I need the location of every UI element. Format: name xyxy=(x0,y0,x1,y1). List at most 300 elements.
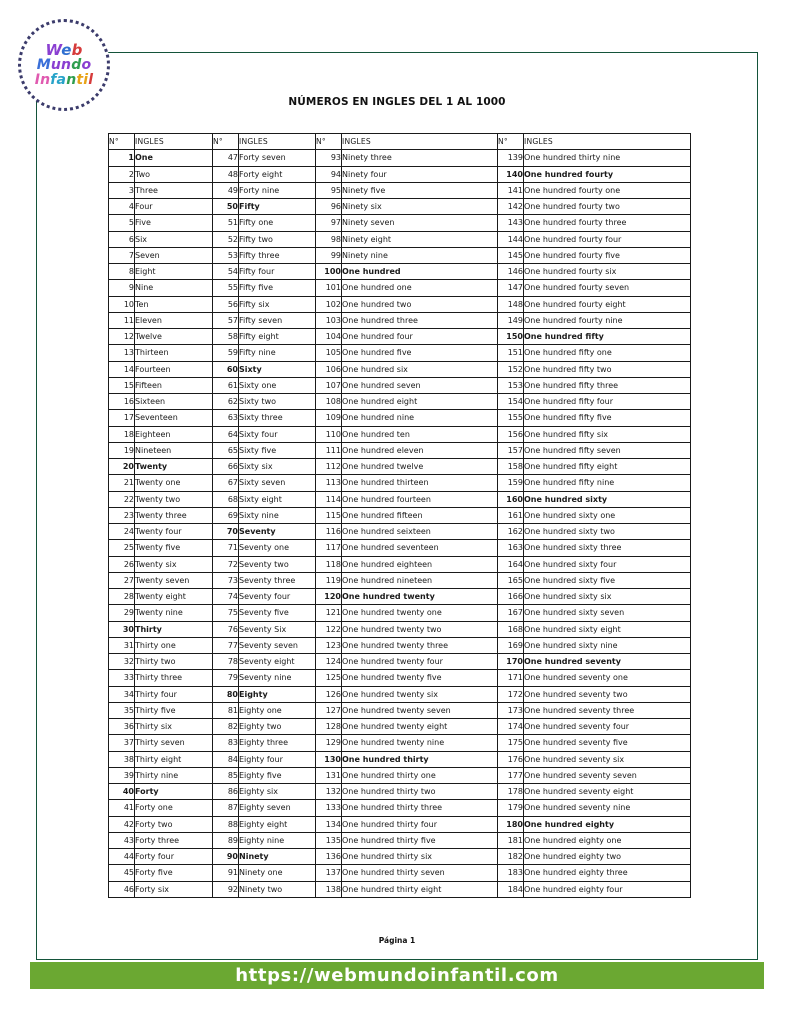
cell-number: 71 xyxy=(213,540,239,556)
cell-english-word: One hundred seventy four xyxy=(524,719,691,735)
cell-english-word: One hundred eighty one xyxy=(524,832,691,848)
cell-english-word: Seventeen xyxy=(135,410,213,426)
cell-english-word: One hundred fifty three xyxy=(524,377,691,393)
cell-english-word: Thirty six xyxy=(135,719,213,735)
cell-number: 175 xyxy=(498,735,524,751)
cell-english-word: Twelve xyxy=(135,329,213,345)
cell-number: 141 xyxy=(498,182,524,198)
cell-number: 59 xyxy=(213,345,239,361)
cell-english-word: Eighty seven xyxy=(239,800,316,816)
column-header-num-2: N° xyxy=(213,134,239,150)
cell-english-word: One hundred twenty three xyxy=(342,637,498,653)
cell-english-word: Eighteen xyxy=(135,426,213,442)
cell-number: 12 xyxy=(109,329,135,345)
cell-number: 152 xyxy=(498,361,524,377)
cell-number: 11 xyxy=(109,312,135,328)
cell-english-word: One hundred seventy seven xyxy=(524,767,691,783)
cell-english-word: Eighty five xyxy=(239,767,316,783)
cell-number: 52 xyxy=(213,231,239,247)
cell-english-word: Four xyxy=(135,199,213,215)
cell-english-word: One hundred thirty nine xyxy=(524,150,691,166)
cell-english-word: Eighty xyxy=(239,686,316,702)
table-row xyxy=(109,150,691,166)
cell-number: 63 xyxy=(213,410,239,426)
cell-english-word: Ninety nine xyxy=(342,247,498,263)
cell-number: 165 xyxy=(498,572,524,588)
cell-english-word: Fifty three xyxy=(239,247,316,263)
table-row xyxy=(109,849,691,865)
cell-english-word: One hundred twenty one xyxy=(342,605,498,621)
cell-number: 164 xyxy=(498,556,524,572)
cell-number: 5 xyxy=(109,215,135,231)
cell-english-word: Sixty four xyxy=(239,426,316,442)
cell-english-word: Thirty four xyxy=(135,686,213,702)
cell-english-word: One hundred fifty xyxy=(524,329,691,345)
table-row xyxy=(109,377,691,393)
cell-number: 60 xyxy=(213,361,239,377)
cell-english-word: One hundred fourty one xyxy=(524,182,691,198)
cell-english-word: One hundred sixty five xyxy=(524,572,691,588)
cell-english-word: Fifty five xyxy=(239,280,316,296)
cell-number: 45 xyxy=(109,865,135,881)
cell-english-word: One hundred seventy eight xyxy=(524,784,691,800)
cell-english-word: Fifty one xyxy=(239,215,316,231)
cell-number: 9 xyxy=(109,280,135,296)
cell-english-word: One hundred twenty six xyxy=(342,686,498,702)
cell-english-word: Ninety five xyxy=(342,182,498,198)
cell-english-word: Forty five xyxy=(135,865,213,881)
cell-english-word: One hundred eleven xyxy=(342,442,498,458)
cell-number: 58 xyxy=(213,329,239,345)
cell-number: 75 xyxy=(213,605,239,621)
cell-english-word: Nineteen xyxy=(135,442,213,458)
website-url-bar xyxy=(30,962,764,989)
table-row xyxy=(109,329,691,345)
cell-number: 89 xyxy=(213,832,239,848)
cell-number: 180 xyxy=(498,816,524,832)
cell-number: 30 xyxy=(109,621,135,637)
cell-number: 157 xyxy=(498,442,524,458)
cell-number: 96 xyxy=(316,199,342,215)
cell-number: 4 xyxy=(109,199,135,215)
cell-english-word: One hundred twenty five xyxy=(342,670,498,686)
cell-english-word: One hundred seventy nine xyxy=(524,800,691,816)
column-header-ingles-4: INGLES xyxy=(524,134,691,150)
logo-char: M xyxy=(36,57,51,74)
cell-english-word: Seventy three xyxy=(239,572,316,588)
cell-english-word: One hundred fourty six xyxy=(524,264,691,280)
cell-english-word: One hundred one xyxy=(342,280,498,296)
table-row xyxy=(109,881,691,897)
table-row xyxy=(109,800,691,816)
table-row xyxy=(109,361,691,377)
column-header-num-3: N° xyxy=(316,134,342,150)
cell-number: 66 xyxy=(213,459,239,475)
cell-number: 143 xyxy=(498,215,524,231)
cell-number: 25 xyxy=(109,540,135,556)
table-row xyxy=(109,231,691,247)
cell-english-word: Twenty two xyxy=(135,491,213,507)
cell-english-word: One hundred sixty three xyxy=(524,540,691,556)
cell-english-word: Eleven xyxy=(135,312,213,328)
cell-number: 146 xyxy=(498,264,524,280)
cell-english-word: One hundred fourty xyxy=(524,166,691,182)
cell-number: 26 xyxy=(109,556,135,572)
table-row xyxy=(109,751,691,767)
cell-number: 92 xyxy=(213,881,239,897)
cell-number: 101 xyxy=(316,280,342,296)
column-header-ingles-2: INGLES xyxy=(239,134,316,150)
table-row xyxy=(109,410,691,426)
cell-number: 20 xyxy=(109,459,135,475)
cell-english-word: One hundred five xyxy=(342,345,498,361)
cell-number: 86 xyxy=(213,784,239,800)
cell-number: 111 xyxy=(316,442,342,458)
cell-english-word: Sixteen xyxy=(135,394,213,410)
logo-char: d xyxy=(71,57,82,74)
cell-english-word: One hundred seventy five xyxy=(524,735,691,751)
cell-english-word: Eighty nine xyxy=(239,832,316,848)
cell-english-word: Forty two xyxy=(135,816,213,832)
cell-english-word: One hundred thirty three xyxy=(342,800,498,816)
cell-number: 118 xyxy=(316,556,342,572)
table-row xyxy=(109,816,691,832)
cell-number: 93 xyxy=(316,150,342,166)
cell-english-word: One hundred seven xyxy=(342,377,498,393)
web-mundo-infantil-logo xyxy=(18,19,110,111)
cell-english-word: One hundred three xyxy=(342,312,498,328)
cell-number: 19 xyxy=(109,442,135,458)
cell-number: 132 xyxy=(316,784,342,800)
table-row xyxy=(109,166,691,182)
cell-english-word: One hundred thirty six xyxy=(342,849,498,865)
cell-number: 108 xyxy=(316,394,342,410)
cell-number: 80 xyxy=(213,686,239,702)
column-header-num-4: N° xyxy=(498,134,524,150)
cell-english-word: Thirty five xyxy=(135,702,213,718)
cell-number: 182 xyxy=(498,849,524,865)
cell-number: 144 xyxy=(498,231,524,247)
table-row xyxy=(109,719,691,735)
cell-number: 154 xyxy=(498,394,524,410)
cell-english-word: Thirty three xyxy=(135,670,213,686)
cell-english-word: One hundred twenty two xyxy=(342,621,498,637)
cell-number: 122 xyxy=(316,621,342,637)
cell-english-word: One hundred ten xyxy=(342,426,498,442)
cell-number: 178 xyxy=(498,784,524,800)
cell-number: 14 xyxy=(109,361,135,377)
cell-english-word: One hundred twenty eight xyxy=(342,719,498,735)
cell-english-word: Ten xyxy=(135,296,213,312)
table-row xyxy=(109,686,691,702)
cell-number: 38 xyxy=(109,751,135,767)
cell-number: 83 xyxy=(213,735,239,751)
cell-number: 156 xyxy=(498,426,524,442)
cell-number: 145 xyxy=(498,247,524,263)
cell-number: 183 xyxy=(498,865,524,881)
cell-number: 39 xyxy=(109,767,135,783)
cell-number: 162 xyxy=(498,524,524,540)
table-row xyxy=(109,199,691,215)
logo-line-web xyxy=(45,40,83,59)
cell-number: 42 xyxy=(109,816,135,832)
cell-number: 36 xyxy=(109,719,135,735)
logo-char: ti xyxy=(76,71,89,88)
table-row xyxy=(109,247,691,263)
cell-english-word: Sixty two xyxy=(239,394,316,410)
page-title: NÚMEROS EN INGLES DEL 1 AL 1000 xyxy=(288,96,506,108)
table-row xyxy=(109,507,691,523)
cell-english-word: Eighty eight xyxy=(239,816,316,832)
table-header-row xyxy=(109,134,691,150)
table-row xyxy=(109,491,691,507)
logo-char: n xyxy=(66,71,77,88)
cell-english-word: Twenty four xyxy=(135,524,213,540)
logo-char: un xyxy=(50,57,72,74)
cell-number: 68 xyxy=(213,491,239,507)
table-row xyxy=(109,215,691,231)
cell-number: 172 xyxy=(498,686,524,702)
cell-english-word: Forty three xyxy=(135,832,213,848)
page-number-label: Página 1 xyxy=(378,936,416,945)
cell-english-word: One hundred eight xyxy=(342,394,498,410)
cell-english-word: Twenty xyxy=(135,459,213,475)
cell-english-word: Twenty eight xyxy=(135,589,213,605)
cell-english-word: One hundred thirty xyxy=(342,751,498,767)
cell-number: 142 xyxy=(498,199,524,215)
cell-number: 40 xyxy=(109,784,135,800)
cell-number: 24 xyxy=(109,524,135,540)
cell-english-word: One hundred fourty nine xyxy=(524,312,691,328)
cell-english-word: Eighty six xyxy=(239,784,316,800)
cell-english-word: Thirty eight xyxy=(135,751,213,767)
cell-english-word: One hundred seventy one xyxy=(524,670,691,686)
cell-number: 88 xyxy=(213,816,239,832)
cell-english-word: Fifty nine xyxy=(239,345,316,361)
cell-english-word: One hundred seventy three xyxy=(524,702,691,718)
cell-number: 6 xyxy=(109,231,135,247)
cell-number: 161 xyxy=(498,507,524,523)
cell-number: 151 xyxy=(498,345,524,361)
cell-english-word: Ninety seven xyxy=(342,215,498,231)
table-head xyxy=(109,134,691,150)
cell-english-word: Forty one xyxy=(135,800,213,816)
logo-line-mundo xyxy=(37,58,92,73)
cell-english-word: Ninety two xyxy=(239,881,316,897)
cell-number: 135 xyxy=(316,832,342,848)
table-row xyxy=(109,394,691,410)
cell-number: 105 xyxy=(316,345,342,361)
cell-english-word: Thirty nine xyxy=(135,767,213,783)
cell-english-word: Fifteen xyxy=(135,377,213,393)
cell-number: 176 xyxy=(498,751,524,767)
cell-number: 163 xyxy=(498,540,524,556)
cell-number: 139 xyxy=(498,150,524,166)
cell-number: 67 xyxy=(213,475,239,491)
table-row xyxy=(109,312,691,328)
cell-english-word: Seventy Six xyxy=(239,621,316,637)
cell-english-word: One hundred twenty seven xyxy=(342,702,498,718)
cell-english-word: One hundred fifty seven xyxy=(524,442,691,458)
cell-english-word: One hundred sixty xyxy=(524,491,691,507)
cell-number: 131 xyxy=(316,767,342,783)
cell-number: 56 xyxy=(213,296,239,312)
cell-english-word: Twenty five xyxy=(135,540,213,556)
cell-english-word: Three xyxy=(135,182,213,198)
table-row xyxy=(109,637,691,653)
table-row xyxy=(109,784,691,800)
cell-english-word: Six xyxy=(135,231,213,247)
table-row xyxy=(109,524,691,540)
cell-english-word: One hundred fourty two xyxy=(524,199,691,215)
cell-number: 147 xyxy=(498,280,524,296)
cell-number: 8 xyxy=(109,264,135,280)
cell-english-word: Thirty seven xyxy=(135,735,213,751)
cell-number: 133 xyxy=(316,800,342,816)
cell-number: 153 xyxy=(498,377,524,393)
cell-english-word: Eighty two xyxy=(239,719,316,735)
cell-number: 115 xyxy=(316,507,342,523)
cell-number: 34 xyxy=(109,686,135,702)
cell-number: 51 xyxy=(213,215,239,231)
cell-english-word: Forty eight xyxy=(239,166,316,182)
table-row xyxy=(109,296,691,312)
cell-english-word: Eighty three xyxy=(239,735,316,751)
cell-number: 84 xyxy=(213,751,239,767)
table-row xyxy=(109,556,691,572)
cell-number: 113 xyxy=(316,475,342,491)
cell-number: 117 xyxy=(316,540,342,556)
cell-number: 55 xyxy=(213,280,239,296)
cell-number: 184 xyxy=(498,881,524,897)
cell-number: 171 xyxy=(498,670,524,686)
cell-english-word: Eight xyxy=(135,264,213,280)
cell-english-word: One hundred fourty four xyxy=(524,231,691,247)
cell-english-word: Thirty xyxy=(135,621,213,637)
cell-number: 158 xyxy=(498,459,524,475)
table-row xyxy=(109,280,691,296)
cell-number: 130 xyxy=(316,751,342,767)
table-row xyxy=(109,621,691,637)
cell-number: 29 xyxy=(109,605,135,621)
cell-number: 97 xyxy=(316,215,342,231)
cell-english-word: Seventy seven xyxy=(239,637,316,653)
cell-english-word: One hundred sixty eight xyxy=(524,621,691,637)
table-row xyxy=(109,605,691,621)
cell-number: 78 xyxy=(213,654,239,670)
cell-number: 65 xyxy=(213,442,239,458)
cell-number: 114 xyxy=(316,491,342,507)
cell-number: 27 xyxy=(109,572,135,588)
cell-english-word: One hundred six xyxy=(342,361,498,377)
cell-number: 2 xyxy=(109,166,135,182)
cell-number: 91 xyxy=(213,865,239,881)
cell-english-word: Thirty two xyxy=(135,654,213,670)
cell-english-word: One hundred thirty one xyxy=(342,767,498,783)
cell-english-word: Five xyxy=(135,215,213,231)
cell-english-word: Seventy eight xyxy=(239,654,316,670)
cell-english-word: Nine xyxy=(135,280,213,296)
cell-english-word: One hundred nine xyxy=(342,410,498,426)
cell-number: 174 xyxy=(498,719,524,735)
cell-english-word: Fifty eight xyxy=(239,329,316,345)
cell-number: 77 xyxy=(213,637,239,653)
cell-number: 181 xyxy=(498,832,524,848)
cell-number: 81 xyxy=(213,702,239,718)
cell-number: 166 xyxy=(498,589,524,605)
logo-char: b xyxy=(71,40,83,59)
cell-number: 173 xyxy=(498,702,524,718)
cell-number: 61 xyxy=(213,377,239,393)
cell-english-word: One hundred twelve xyxy=(342,459,498,475)
cell-english-word: One hundred seixteen xyxy=(342,524,498,540)
logo-char: W xyxy=(45,40,62,59)
cell-number: 167 xyxy=(498,605,524,621)
cell-number: 90 xyxy=(213,849,239,865)
cell-number: 110 xyxy=(316,426,342,442)
table-row xyxy=(109,182,691,198)
cell-english-word: Eighty one xyxy=(239,702,316,718)
table-row xyxy=(109,767,691,783)
column-header-ingles-1: INGLES xyxy=(135,134,213,150)
cell-number: 149 xyxy=(498,312,524,328)
cell-english-word: One hundred fourty five xyxy=(524,247,691,263)
cell-english-word: One hundred eighty three xyxy=(524,865,691,881)
cell-english-word: Ninety six xyxy=(342,199,498,215)
cell-english-word: One hundred thirteen xyxy=(342,475,498,491)
cell-number: 17 xyxy=(109,410,135,426)
cell-number: 18 xyxy=(109,426,135,442)
cell-number: 128 xyxy=(316,719,342,735)
cell-english-word: One hundred thirty four xyxy=(342,816,498,832)
cell-number: 169 xyxy=(498,637,524,653)
cell-english-word: One hundred fifty eight xyxy=(524,459,691,475)
cell-number: 23 xyxy=(109,507,135,523)
cell-number: 7 xyxy=(109,247,135,263)
cell-english-word: One hundred fifty five xyxy=(524,410,691,426)
cell-number: 148 xyxy=(498,296,524,312)
cell-english-word: Seventy two xyxy=(239,556,316,572)
cell-english-word: Seventy four xyxy=(239,589,316,605)
cell-number: 170 xyxy=(498,654,524,670)
cell-number: 94 xyxy=(316,166,342,182)
cell-number: 13 xyxy=(109,345,135,361)
cell-number: 103 xyxy=(316,312,342,328)
cell-english-word: One hundred fifty nine xyxy=(524,475,691,491)
table-row xyxy=(109,670,691,686)
cell-english-word: Sixty seven xyxy=(239,475,316,491)
cell-english-word: One hundred thirty two xyxy=(342,784,498,800)
cell-number: 126 xyxy=(316,686,342,702)
cell-english-word: One hundred twenty nine xyxy=(342,735,498,751)
cell-english-word: Sixty nine xyxy=(239,507,316,523)
column-header-ingles-3: INGLES xyxy=(342,134,498,150)
cell-english-word: Ninety eight xyxy=(342,231,498,247)
cell-number: 28 xyxy=(109,589,135,605)
cell-english-word: One hundred eighty two xyxy=(524,849,691,865)
cell-number: 119 xyxy=(316,572,342,588)
cell-english-word: One hundred four xyxy=(342,329,498,345)
cell-number: 33 xyxy=(109,670,135,686)
table-row xyxy=(109,865,691,881)
cell-english-word: Sixty xyxy=(239,361,316,377)
cell-number: 102 xyxy=(316,296,342,312)
table-row xyxy=(109,475,691,491)
cell-number: 137 xyxy=(316,865,342,881)
cell-number: 22 xyxy=(109,491,135,507)
cell-number: 168 xyxy=(498,621,524,637)
cell-english-word: Fifty xyxy=(239,199,316,215)
